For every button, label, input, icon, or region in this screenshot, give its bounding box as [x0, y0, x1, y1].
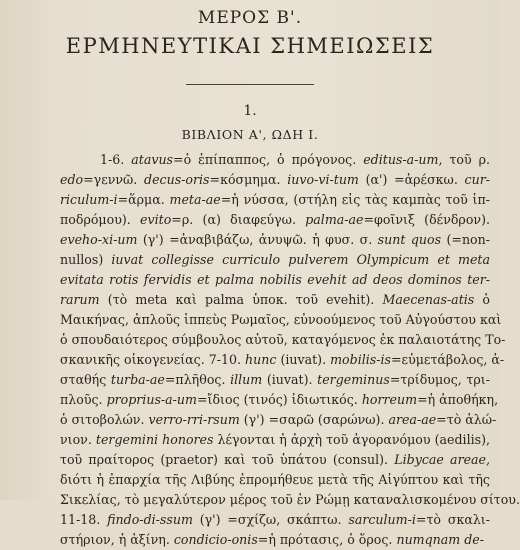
commentary-text: [60, 150, 520, 550]
latin-term: tergeminus: [317, 372, 390, 387]
latin-term: area-ae: [388, 412, 437, 427]
latin-term: riculum-i: [60, 192, 118, 207]
text-line: [60, 410, 497, 430]
latin-term: atavus: [131, 152, 174, 167]
latin-term: iuvo-vi-tum: [287, 172, 359, 187]
latin-term: horreum: [361, 392, 418, 407]
latin-term: iuvat collegisse curriculo pulverem Olympicum et meta: [111, 252, 490, 267]
greek-gloss: τοῦ πραίτορος (praetor) καὶ τοῦ ὑπάτου (consul).: [60, 452, 395, 467]
text-line: [60, 450, 490, 470]
text-line: [60, 190, 490, 210]
greek-gloss: (γ') =σχίζω, σκάπτω.: [192, 512, 349, 527]
latin-term: palma-ae: [305, 212, 364, 227]
latin-term: Maecenas-atis: [382, 292, 475, 307]
latin-term: sunt quos: [377, 232, 442, 247]
text-line: [60, 470, 490, 490]
text-line: [60, 170, 490, 190]
greek-gloss: (γ') =ἀναβιβάζω, ἀνυψῶ. ἡ φυσ. σ.: [137, 232, 378, 247]
latin-term: Libycae areae,: [394, 452, 491, 467]
latin-term: cur-: [464, 172, 490, 187]
greek-gloss: =ρ. (α) διαφεύγω.: [171, 212, 306, 227]
greek-gloss: (iuvat).: [276, 352, 331, 367]
greek-gloss: =γεννῶ.: [83, 172, 145, 187]
greek-gloss: στήριον, ἡ ἀξίνη.: [60, 532, 174, 547]
greek-gloss: διότι ἡ ἐπαρχία τῆς Λιβύης ἐπρομήθευε μετὰ τῆς Αἰγύπτου καὶ τῆς: [60, 472, 490, 487]
text-line: [60, 530, 490, 550]
greek-gloss: Μαικήνας, ἁπλοῦς ἱππεὺς Ρωμαῖος, εὐνοούμενος τοῦ Αὐγούστου καὶ: [60, 312, 502, 327]
greek-gloss: , τοῦ ρ.: [438, 152, 491, 167]
greek-gloss: =ὁ ἐπίπαππος, ὁ πρόγονος.: [173, 152, 364, 167]
greek-gloss: πλοῦς.: [60, 392, 107, 407]
greek-gloss: =τὸ σκαλι-: [415, 512, 490, 527]
section-number: 1.: [243, 103, 257, 119]
greek-gloss: Σικελίας, τὸ μεγαλύτερον μέρος τοῦ ἐν Ρώμῃ καταναλισκομένου σίτου.: [60, 492, 520, 507]
latin-term: evito: [140, 212, 172, 227]
text-line: [60, 490, 520, 510]
greek-gloss: (τὸ meta καὶ palma ὑποκ. τοῦ evehit).: [99, 292, 383, 307]
greek-gloss: =φοῖνιξ (δένδρον).: [363, 212, 490, 227]
greek-gloss: =εὐμετάβολος, ἀ-: [391, 352, 505, 367]
latin-term: turba-ae: [110, 372, 165, 387]
title-divider: [186, 84, 314, 85]
greek-gloss: =κόσμημα.: [209, 172, 288, 187]
greek-gloss: ὁ σιτοβολών.: [60, 412, 149, 427]
part-heading: ΜΕΡΟΣ Β'.: [197, 8, 303, 28]
greek-gloss: σταθής: [60, 372, 111, 387]
greek-gloss: =πλῆθος.: [164, 372, 231, 387]
latin-term: rarum: [60, 292, 100, 307]
text-line: [60, 510, 490, 530]
greek-gloss: =ἴδιος (τινός) ἰδιωτικός.: [196, 392, 362, 407]
latin-term: sarculum-i: [348, 512, 416, 527]
text-line: [60, 290, 490, 310]
text-line: [60, 370, 490, 390]
latin-term: edo: [60, 172, 84, 187]
greek-gloss: λέγονται ἡ ἀρχὴ τοῦ ἀγορανόμου (aedilis),: [213, 432, 491, 447]
greek-gloss: ὁ σπουδαιότερος σύμβουλος αὐτοῦ, καταγόμενος ἐκ παλαιοτάτης Το-: [60, 332, 506, 347]
latin-term: condicio-onis: [173, 532, 258, 547]
greek-gloss: ποδρόμου).: [60, 212, 141, 227]
greek-gloss: =τρίδυμος, τρι-: [389, 372, 490, 387]
greek-gloss: σκανικῆς οἰκογενείας. 7-10.: [60, 352, 246, 367]
text-line: [60, 250, 490, 270]
latin-term: illum: [230, 372, 263, 387]
latin-term: decus-oris: [144, 172, 210, 187]
latin-term: findo-di-ssum: [107, 512, 193, 527]
greek-gloss: (γ') =σαρῶ (σαρώνω).: [239, 412, 389, 427]
latin-term: verro-rri-rsum: [148, 412, 240, 427]
latin-term: evitata rotis fervidis et palma nobilis evehit ad deos dominos ter-: [60, 272, 490, 287]
text-line: [60, 430, 490, 450]
greek-gloss: =ἡ νύσσα, (στήλη εἰς τὰς καμπὰς τοῦ ἱπ-: [220, 192, 491, 207]
text-line: [60, 310, 502, 330]
greek-gloss: 11-18.: [60, 512, 108, 527]
greek-gloss: =τὸ ἀλώ-: [436, 412, 497, 427]
greek-gloss: (α') =ἀρέσκω.: [358, 172, 465, 187]
greek-gloss: =ἡ ἀποθήκη,: [417, 392, 499, 407]
greek-gloss: ὁ: [474, 292, 491, 307]
greek-gloss: (iuvat).: [262, 372, 318, 387]
latin-term: eveho-xi-um: [60, 232, 138, 247]
text-line: [60, 350, 505, 370]
greek-gloss: =ἅρμα.: [117, 192, 170, 207]
greek-gloss: νιον.: [60, 432, 96, 447]
text-line: [60, 230, 490, 250]
greek-gloss: nullos): [60, 252, 112, 267]
section-title: ΕΡΜΗΝΕΥΤΙΚΑΙ ΣΗΜΕΙΩΣΕΙΣ: [65, 34, 435, 58]
latin-term: hunc: [245, 352, 277, 367]
latin-term: editus-a-um: [363, 152, 439, 167]
latin-term: mobilis-is: [330, 352, 391, 367]
text-line: [60, 210, 490, 230]
greek-gloss: 1-6.: [100, 152, 132, 167]
greek-gloss: (=non-: [441, 232, 491, 247]
latin-term: meta-ae: [169, 192, 221, 207]
text-line: [60, 390, 499, 410]
latin-term: numqnam de-: [396, 532, 485, 547]
book-ode-heading: ΒΙΒΛΙΟΝ Α', ΩΔΗ Ι.: [181, 127, 319, 142]
greek-gloss: =ἡ πρότασις, ὁ ὅρος.: [257, 532, 397, 547]
latin-term: tergemini honores: [95, 432, 214, 447]
text-line: [60, 270, 490, 290]
text-line: [60, 150, 490, 170]
latin-term: proprius-a-um: [106, 392, 197, 407]
text-line: [60, 330, 506, 350]
